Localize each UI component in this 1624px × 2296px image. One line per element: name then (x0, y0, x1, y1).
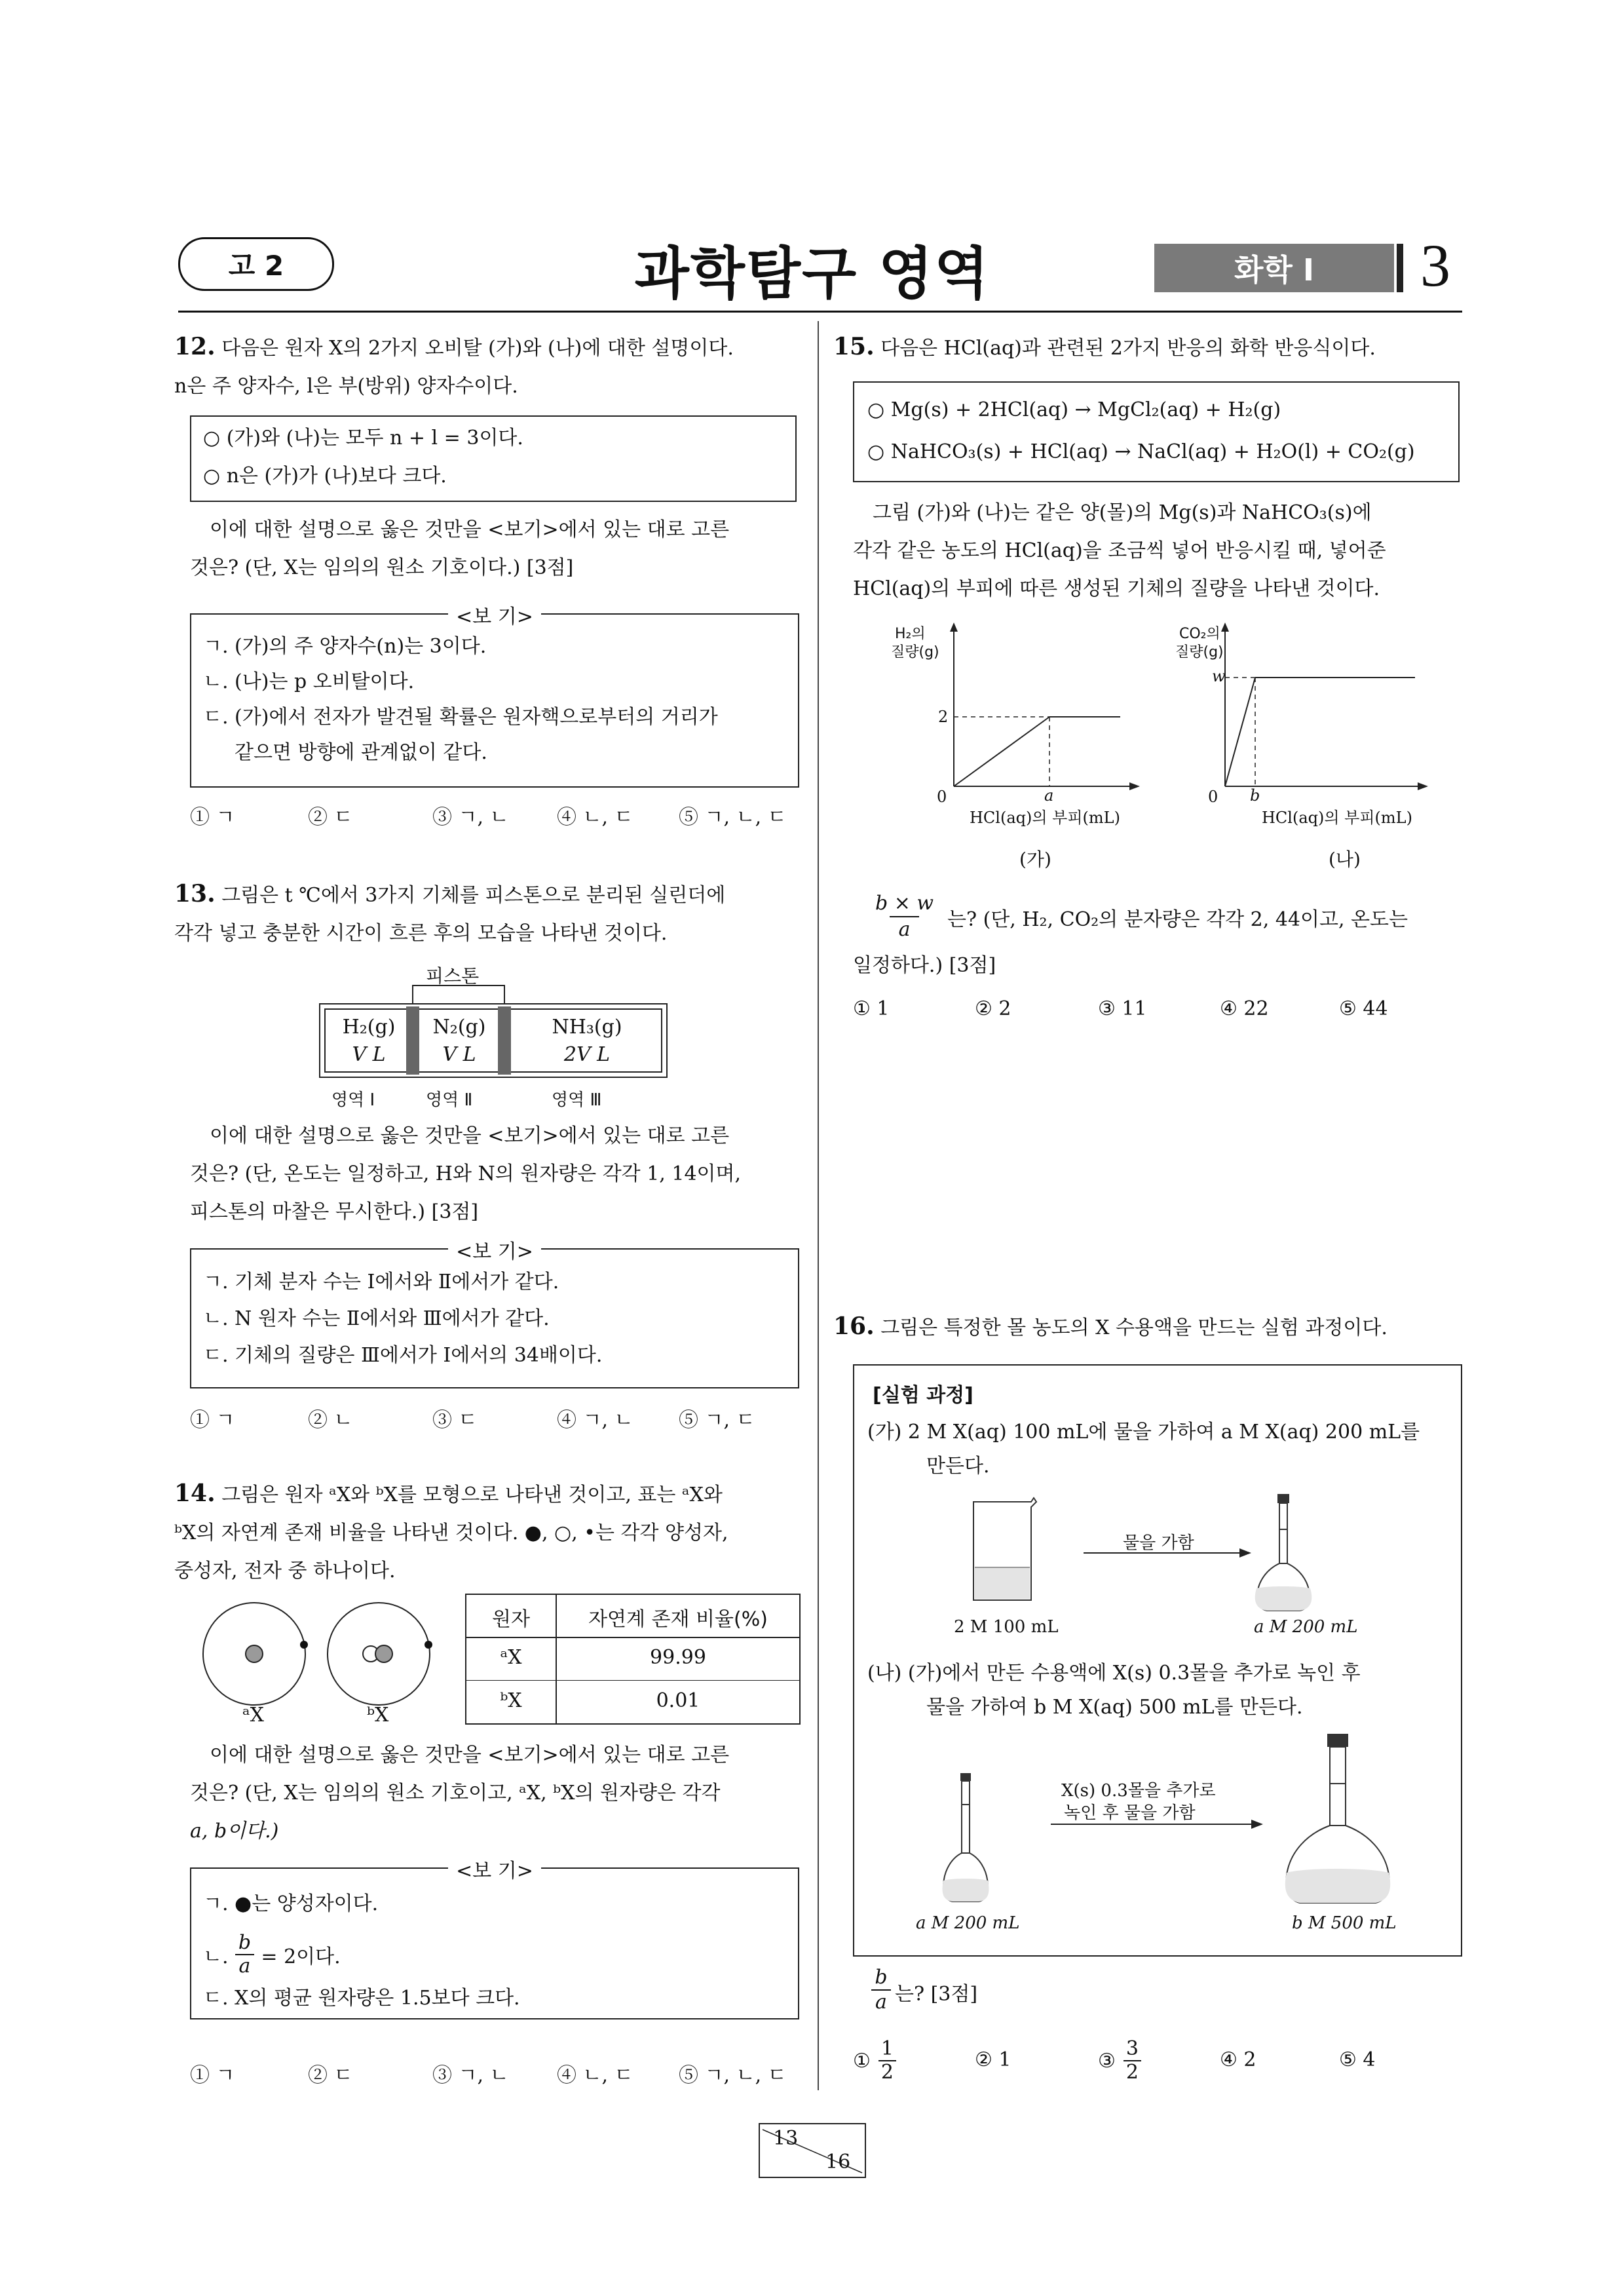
q12-condition-box (190, 415, 797, 502)
na-ylabel-1: CO₂의 (1179, 626, 1220, 642)
q14-choice-2[interactable]: ② ㄷ (308, 2064, 353, 2087)
table-row2-atom: ᵇX (500, 1689, 522, 1712)
q13-bogi-title: <보 기> (448, 1240, 541, 1263)
q14-abundance-table (465, 1594, 801, 1725)
q13-choice-5[interactable]: ⑤ ㄱ, ㄷ (679, 1409, 755, 1432)
q15-graph-na (1175, 622, 1454, 878)
q15-number: 15. (833, 333, 875, 360)
q16-choice-2[interactable]: ② 1 (975, 2048, 1011, 2071)
q16-choice-3-marker: ③ (1098, 2049, 1116, 2073)
na-caption: (나) (1329, 849, 1361, 870)
current-page: 13 (773, 2127, 799, 2150)
q15-fraction-numerator: b × w (875, 892, 934, 915)
q16-step-b-line1: (나) (가)에서 만든 수용액에 X(s) 0.3몰을 추가로 녹인 후 (867, 1662, 1361, 1685)
q16-step-a-line2: 만든다. (926, 1455, 990, 1478)
header-rule (178, 311, 1462, 313)
region1-label: 영역 Ⅰ (331, 1090, 375, 1110)
q12-bogi-item-3a: ㄷ. (가)에서 전자가 발견될 확률은 원자핵으로부터의 거리가 (203, 706, 718, 729)
q15-equation-box (853, 381, 1460, 482)
q15-fraction-denominator: a (890, 916, 920, 942)
q16-choice-1-den: 2 (878, 2060, 896, 2084)
q14-bogi-item-1: ㄱ. ●는 양성자이다. (203, 1892, 379, 1915)
fraction-numerator: b (238, 1931, 252, 1954)
ga-caption: (가) (1019, 849, 1051, 870)
q16-question (871, 1966, 1133, 2025)
q15-question-line2: 일정하다.) [3점] (853, 954, 996, 977)
q14-bogi-item-2-prefix: ㄴ. (203, 1945, 229, 1968)
q13-bogi-box (190, 1240, 799, 1388)
q14-stem-line3: 중성자, 전자 중 하나이다. (174, 1559, 396, 1582)
ga-origin: 0 (937, 788, 947, 806)
q12-choice-2[interactable]: ② ㄷ (308, 806, 353, 829)
q16-box-title: [실험 과정] (873, 1384, 973, 1407)
q15-desc-line2: 각각 같은 농도의 HCl(aq)을 조금씩 넣어 반응시킬 때, 넣어준 (853, 539, 1386, 562)
q13-question-line3: 피스톤의 마찰은 무시한다.) [3점] (190, 1200, 479, 1223)
total-pages: 16 (825, 2151, 851, 2173)
q14-question-line1: 이에 대한 설명으로 옳은 것만을 <보기>에서 있는 대로 고른 (210, 1744, 730, 1767)
q13-stem-line2: 각각 넣고 충분한 시간이 흐른 후의 모습을 나타낸 것이다. (174, 922, 668, 945)
q12-question-line2: 것은? (단, X는 임의의 원소 기호이다.) [3점] (190, 556, 574, 579)
q12-bogi-box (190, 605, 799, 788)
q14-atom-models (197, 1599, 445, 1730)
na-origin: 0 (1208, 788, 1218, 806)
q14-stem-line1: 그림은 원자 ᵃX와 ᵇX를 모형으로 나타낸 것이고, 표는 ᵃX와 (221, 1483, 723, 1506)
q13-bogi-item-1: ㄱ. 기체 분자 수는 Ⅰ에서와 Ⅱ에서가 같다. (203, 1271, 559, 1293)
q16-choice-3-num: 3 (1125, 2037, 1139, 2060)
q14-question (190, 1736, 806, 1850)
q12-number: 12. (174, 333, 216, 360)
table-row2-ratio: 0.01 (656, 1689, 700, 1712)
q12-condition-1: ○ (가)와 (나)는 모두 n + l = 3이다. (203, 427, 523, 450)
q16-number: 16. (833, 1312, 875, 1340)
q13-question-line2: 것은? (단, 온도는 일정하고, H와 N의 원자량은 각각 1, 14이며, (190, 1162, 742, 1185)
q15-choice-3[interactable]: ③ 11 (1098, 997, 1147, 1020)
q16-label-a1: 2 M 100 mL (954, 1617, 1059, 1637)
q14-choices (190, 2059, 806, 2085)
q14-choice-3[interactable]: ③ ㄱ, ㄴ (432, 2064, 509, 2087)
q12-choices (190, 801, 806, 827)
q15-equation-1: ○ Mg(s) + 2HCl(aq) → MgCl₂(aq) + H₂(g) (867, 398, 1281, 421)
q12-bogi-title: <보 기> (448, 605, 541, 628)
q14-stem-line2: ᵇX의 자연계 존재 비율을 나타낸 것이다. ●, ○, •는 각각 양성자, (174, 1521, 728, 1544)
na-xtick: b (1250, 786, 1260, 805)
na-ylabel-2: 질량(g) (1175, 644, 1224, 660)
q13-choice-1[interactable]: ① ㄱ (190, 1409, 235, 1432)
q14-bogi-title: <보 기> (448, 1860, 541, 1883)
q13-question-line1: 이에 대한 설명으로 옳은 것만을 <보기>에서 있는 대로 고른 (210, 1124, 730, 1147)
q12-choice-3[interactable]: ③ ㄱ, ㄴ (432, 806, 509, 829)
q16-choice-5[interactable]: ⑤ 4 (1339, 2048, 1376, 2071)
q16-label-b2: b M 500 mL (1292, 1913, 1397, 1933)
q16-stem: 그림은 특정한 몰 농도의 X 수용액을 만드는 실험 과정이다. (880, 1316, 1388, 1339)
region2-volume: V L (442, 1043, 476, 1066)
region1-gas: H₂(g) (342, 1016, 396, 1039)
q12-bogi-item-1: ㄱ. (가)의 주 양자수(n)는 3이다. (203, 635, 487, 658)
q15-desc-line1: 그림 (가)와 (나)는 같은 양(몰)의 Mg(s)과 NaHCO₃(s)에 (873, 501, 1372, 524)
grade-badge: 고 2 (178, 237, 334, 291)
q15-fraction (875, 891, 934, 942)
column-separator (818, 321, 819, 2090)
q16-fraction-numerator: b (875, 1966, 888, 1989)
ga-ylabel-2: 질량(g) (891, 644, 939, 660)
q16-arrow-a-label: 물을 가함 (1123, 1533, 1194, 1553)
q12-question (190, 511, 806, 587)
q16-choice-1-marker: ① (853, 2049, 871, 2073)
q16-choice-3[interactable] (1098, 2038, 1141, 2084)
atom-b-label: ᵇX (367, 1704, 389, 1727)
q14-choice-1[interactable]: ① ㄱ (190, 2064, 235, 2087)
table-header-atom: 원자 (492, 1608, 530, 1631)
q12-choice-4[interactable]: ④ ㄴ, ㄷ (557, 806, 633, 829)
q16-question-text: 는? [3점] (895, 1983, 978, 2006)
q15-choice-2[interactable]: ② 2 (975, 997, 1011, 1020)
question-14 (174, 1474, 803, 1590)
page-number: 3 (1420, 232, 1450, 299)
table-header-ratio: 자연계 존재 비율(%) (588, 1608, 768, 1631)
q16-fraction (871, 1966, 891, 2014)
question-13 (174, 875, 803, 953)
q13-choice-4[interactable]: ④ ㄱ, ㄴ (557, 1409, 633, 1432)
q16-choice-3-den: 2 (1124, 2060, 1141, 2084)
q15-stem: 다음은 HCl(aq)과 관련된 2가지 반응의 화학 반응식이다. (880, 337, 1376, 360)
q13-choice-2[interactable]: ② ㄴ (308, 1409, 353, 1432)
q16-experiment-box (853, 1364, 1462, 1957)
na-ytick: w (1212, 667, 1226, 685)
question-16 (833, 1307, 1462, 1347)
q12-choice-5[interactable]: ⑤ ㄱ, ㄴ, ㄷ (679, 806, 787, 829)
q12-bogi-item-3b: 같으면 방향에 관계없이 같다. (235, 741, 487, 764)
q12-condition-2: ○ n은 (가)가 (나)보다 크다. (203, 465, 447, 488)
q16-choice-1[interactable] (853, 2038, 896, 2084)
q12-stem-line2: n은 주 양자수, l은 부(방위) 양자수이다. (174, 375, 518, 398)
q13-stem-line1: 그림은 t ℃에서 3가지 기체를 피스톤으로 분리된 실린더에 (221, 884, 726, 907)
q16-choice-1-num: 1 (880, 2037, 894, 2060)
q15-graph-ga (891, 622, 1166, 878)
q15-question (853, 891, 1469, 989)
ga-ytick: 2 (938, 708, 949, 726)
atom-a-label: ᵃX (242, 1704, 264, 1727)
q16-arrow-b-label1: X(s) 0.3몰을 추가로 (1061, 1781, 1216, 1801)
q15-choice-4[interactable]: ④ 22 (1220, 997, 1269, 1020)
q13-choices (190, 1404, 806, 1430)
region3-gas: NH₃(g) (552, 1016, 622, 1039)
q15-choice-1[interactable]: ① 1 (853, 997, 890, 1020)
subject-badge: 화학 I (1154, 244, 1394, 292)
fraction-denominator: a (235, 1954, 255, 1978)
q16-step-b-line2: 물을 가하여 b M X(aq) 500 mL를 만든다. (926, 1696, 1303, 1719)
q15-question-line1: 는? (단, H₂, CO₂의 분자량은 각각 2, 44이고, 온도는 (947, 908, 1408, 931)
na-xlabel: HCl(aq)의 부피(mL) (1262, 809, 1412, 827)
q16-choice-1-fraction (878, 2038, 896, 2084)
piston-label: 피스톤 (426, 965, 480, 987)
q16-arrow-b-label2: 녹인 후 물을 가함 (1064, 1803, 1196, 1823)
q16-choices (853, 2038, 1469, 2097)
q12-stem-line1: 다음은 원자 X의 2가지 오비탈 (가)와 (나)에 대한 설명이다. (221, 337, 734, 360)
q12-choice-1[interactable]: ① ㄱ (190, 806, 235, 829)
q13-question (190, 1117, 806, 1231)
page-title: 과학탐구 영역 (634, 241, 991, 307)
region3-label: 영역 Ⅲ (552, 1090, 602, 1110)
q15-desc-line3: HCl(aq)의 부피에 따른 생성된 기체의 질량을 나타낸 것이다. (853, 577, 1380, 600)
q16-choice-4[interactable]: ④ 2 (1220, 2048, 1256, 2071)
region2-label: 영역 Ⅱ (426, 1090, 473, 1110)
q12-question-line1: 이에 대한 설명으로 옳은 것만을 <보기>에서 있는 대로 고른 (210, 518, 730, 541)
q13-cylinder-figure (314, 957, 681, 1114)
q14-choice-5[interactable]: ⑤ ㄱ, ㄴ, ㄷ (679, 2064, 787, 2087)
header-divider (1397, 244, 1403, 292)
q14-choice-4[interactable]: ④ ㄴ, ㄷ (557, 2064, 633, 2087)
q16-label-a2: a M 200 mL (1254, 1617, 1358, 1637)
q16-label-b1: a M 200 mL (916, 1913, 1020, 1933)
q15-equation-2: ○ NaHCO₃(s) + HCl(aq) → NaCl(aq) + H₂O(l) + CO₂(g) (867, 440, 1415, 463)
q14-number: 14. (174, 1480, 216, 1507)
ga-ylabel-1: H₂의 (895, 626, 926, 642)
page-counter (759, 2123, 866, 2178)
q14-bogi-item-2-suffix: = 2이다. (261, 1945, 341, 1968)
q13-choice-3[interactable]: ③ ㄷ (432, 1409, 478, 1432)
q14-bogi-item-3: ㄷ. X의 평균 원자량은 1.5보다 크다. (203, 1987, 520, 2010)
region2-gas: N₂(g) (432, 1016, 486, 1039)
ga-xlabel: HCl(aq)의 부피(mL) (970, 809, 1120, 827)
q13-bogi-item-3: ㄷ. 기체의 질량은 Ⅲ에서가 Ⅰ에서의 34배이다. (203, 1344, 603, 1367)
q16-choice-3-fraction (1124, 2038, 1141, 2084)
ga-xtick: a (1044, 786, 1054, 805)
q14-bogi-box (190, 1860, 799, 2019)
question-12 (174, 328, 803, 406)
q12-bogi-item-2: ㄴ. (나)는 p 오비탈이다. (203, 670, 415, 693)
q14-question-line2: 것은? (단, X는 임의의 원소 기호이고, ᵃX, ᵇX의 원자량은 각각 (190, 1782, 721, 1805)
question-15 (833, 328, 1462, 368)
region3-volume: 2V L (563, 1043, 611, 1066)
q15-description (853, 494, 1469, 608)
q14-bogi-item-2 (203, 1932, 341, 1978)
table-row1-ratio: 99.99 (650, 1646, 706, 1669)
q16-step-a-line1: (가) 2 M X(aq) 100 mL에 물을 가하여 a M X(aq) 200 mL를 (867, 1421, 1420, 1444)
q15-choices (853, 997, 1469, 1024)
region1-volume: V L (352, 1043, 386, 1066)
q16-fraction-denominator: a (871, 1989, 891, 2014)
q13-number: 13. (174, 880, 216, 908)
q15-choice-5[interactable]: ⑤ 44 (1339, 997, 1388, 1020)
q13-bogi-item-2: ㄴ. N 원자 수는 Ⅱ에서와 Ⅲ에서가 같다. (203, 1307, 550, 1330)
table-row1-atom: ᵃX (500, 1646, 522, 1669)
q14-question-line3: a, b이다.) (190, 1820, 279, 1843)
